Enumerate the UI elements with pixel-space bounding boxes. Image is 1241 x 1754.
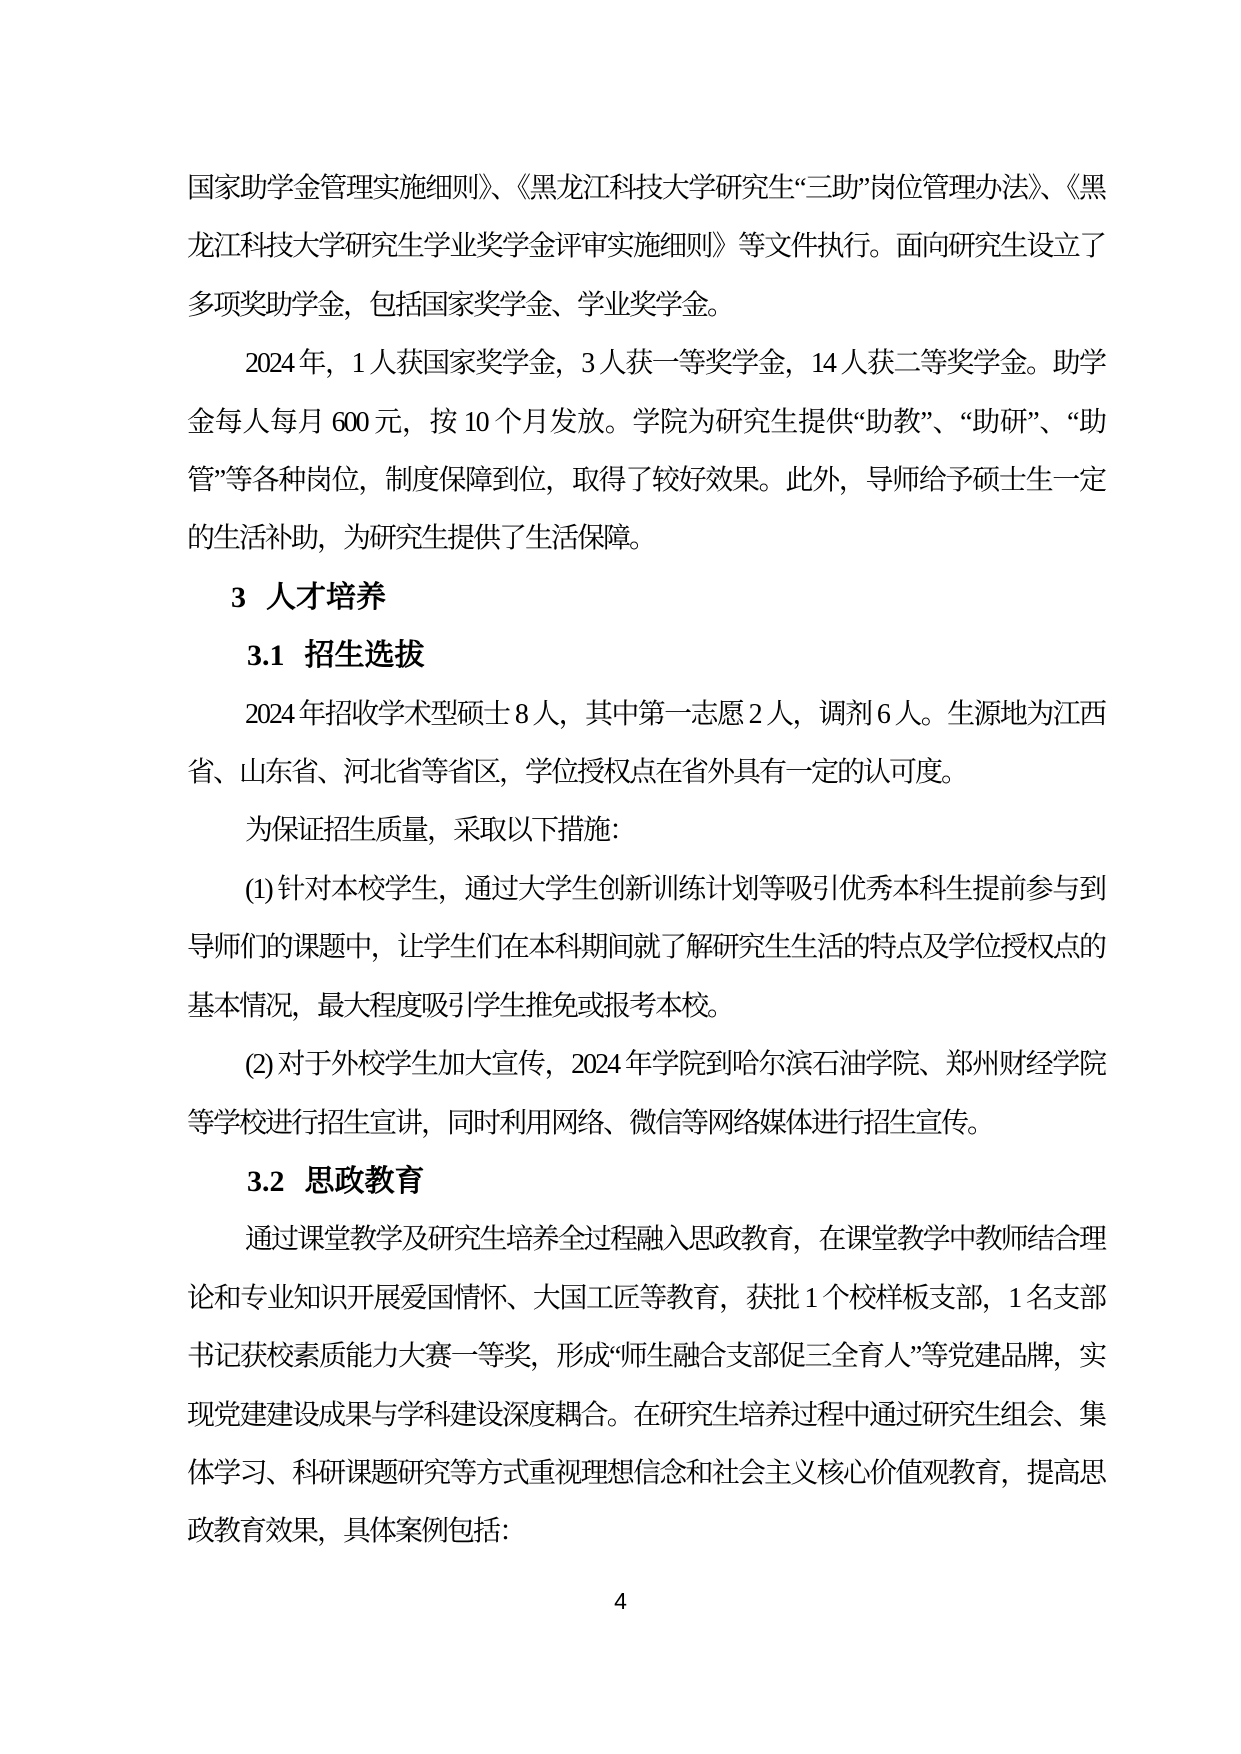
heading-title: 招生选拔 bbox=[304, 639, 425, 673]
paragraph-awards-2024: 2024 年，1 人获国家奖学金，3 人获一等奖学金，14 人获二等奖学金。助学金每人每月 600 元，按 10 个月发放。学院为研究生提供“助教”、“助研”、“助管”等各种岗位，制度保障到位，取得了较好效果。此外，导师给予硕士生一定的生活补助，为研究生提供了生活保障。 bbox=[187, 348, 1105, 555]
page-body bbox=[187, 160, 1105, 1562]
paragraph-recruitment-stats: 2024 年招收学术型硕士 8 人，其中第一志愿 2 人，调剂 6 人。生源地为江西省、山东省、河北省等省区，学位授权点在省外具有一定的认可度。 bbox=[187, 698, 1105, 789]
paragraph-ideology-education: 通过课堂教学及研究生培养全过程融入思政教育，在课堂教学中教师结合理论和专业知识开展爱国情怀、大国工匠等教育，获批 1 个校样板支部，1 名支部书记获校素质能力大赛一等奖，形成“师生融合支部促三全育人”等党建品牌，实现党建建设成果与学科建设深度耦合。在研究生培养过程中通过研究生组会、集体学习、科研课题研究等方式重视理想信念和社会主义核心价值观教育，提高思政教育效果，具体案例包括： bbox=[187, 1224, 1105, 1548]
paragraph-measure-1: (1) 针对本校学生，通过大学生创新训练计划等吸引优秀本科生提前参与到导师们的课题中，让学生们在本科期间就了解研究生生活的特点及学位授权点的基本情况，最大程度吸引学生推免或报考本校。 bbox=[187, 873, 1105, 1022]
heading-number: 3.2 bbox=[247, 1164, 285, 1198]
page-number: 4 bbox=[614, 1588, 627, 1614]
heading-talent-cultivation bbox=[187, 569, 1105, 627]
heading-ideological-education bbox=[187, 1153, 1105, 1211]
heading-title: 思政教育 bbox=[304, 1164, 425, 1198]
heading-number: 3.1 bbox=[247, 639, 285, 673]
paragraph-measures-lead-in: 为保证招生质量，采取以下措施： bbox=[245, 815, 636, 847]
heading-number: 3 bbox=[231, 580, 246, 614]
heading-recruitment-selection bbox=[187, 627, 1105, 685]
heading-title: 人才培养 bbox=[266, 580, 386, 614]
paragraph-measure-2: (2) 对于外校学生加大宣传，2024 年学院到哈尔滨石油学院、郑州财经学院等学校进行招生宣讲，同时利用网络、微信等网络媒体进行招生宣传。 bbox=[187, 1049, 1105, 1139]
paragraph-funding-policies: 国家助学金管理实施细则》、《黑龙江科技大学研究生“三助”岗位管理办法》、《黑龙江科技大学研究生学业奖学金评审实施细则》等文件执行。面向研究生设立了多项奖助学金，包括国家奖学金、学业奖学金。 bbox=[187, 173, 1105, 321]
